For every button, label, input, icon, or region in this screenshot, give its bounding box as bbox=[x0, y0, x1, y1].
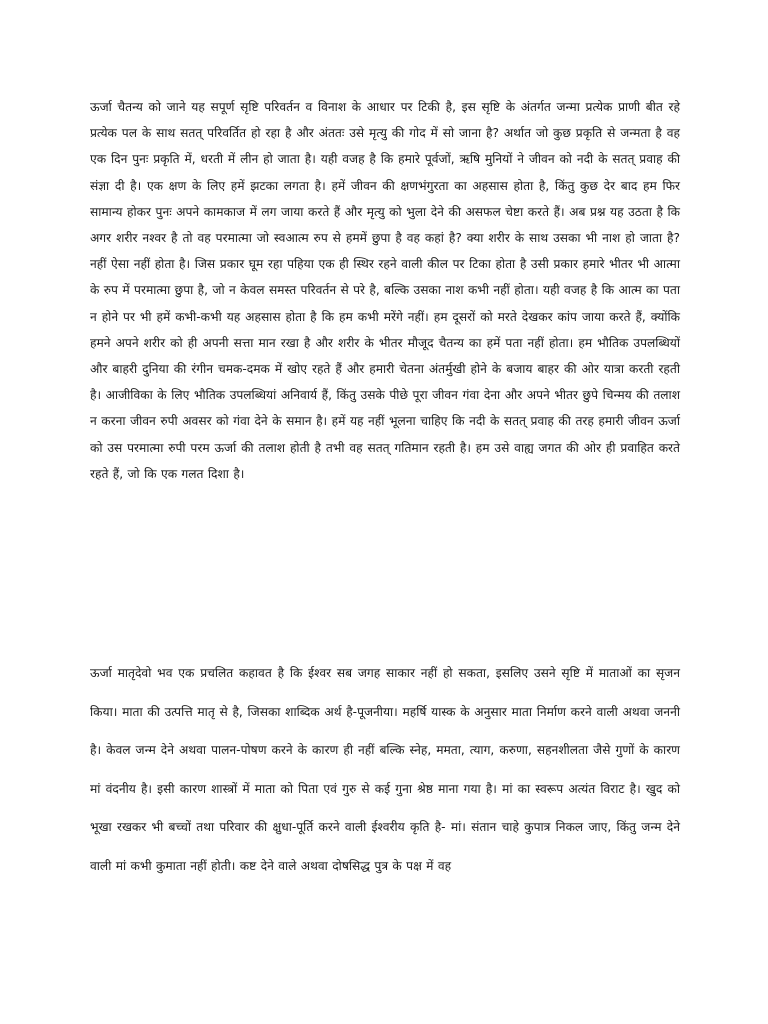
paragraph-chaitanya-energy: ऊर्जा चैतन्य को जाने यह सपूर्ण सृष्टि परिवर्तन व विनाश के आधार पर टिकी है, इस सृष्टि के अंतर्गत जन्मा प्रत्येक प्राणी बीत रहे प्रत्येक पल के साथ सतत् परिवर्तित हो रहा है और अंततः उसे मृत्यु की गोद में सो जाना है? अर्थात जो कुछ प्रकृति से जन्मता है वह एक दिन पुनः प्रकृति में, धरती में लीन हो जाता है। यही वजह है कि हमारे पूर्वजों, ऋषि मुनियों ने जीवन को नदी के सतत् प्रवाह की संज्ञा दी है। एक क्षण के लिए हमें झटका लगता है। हमें जीवन की क्षणभंगुरता का अहसास होता है, किंतु कुछ देर बाद हम फिर सामान्य होकर पुनः अपने कामकाज में लग जाया करते हैं और मृत्यु को भुला देने की असफल चेष्टा करते हैं। अब प्रश्न यह उठता है कि अगर शरीर नश्वर है तो वह परमात्मा जो स्वआत्म रुप से हममें छुपा है वह कहां है? क्या शरीर के साथ उसका भी नाश हो जाता है? नहीं ऐसा नहीं होता है। जिस प्रकार घूम रहा पहिया एक ही स्थिर रहने वाली कील पर टिका होता है उसी प्रकार हमारे भीतर भी आत्मा के रुप में परमात्मा छुपा है, जो न केवल समस्त परिवर्तन से परे है, बल्कि उसका नाश कभी नहीं होता। यही वजह है कि आत्म का पता न होने पर भी हमें कभी-कभी यह अहसास होता है कि हम कभी मरेंगे नहीं। हम दूसरों को मरते देखकर कांप जाया करते हैं, क्योंकि हमने अपने शरीर को ही अपनी सत्ता मान रखा है और शरीर के भीतर मौजूद चैतन्य का हमें पता नहीं होता। हम भौतिक उपलब्धियों और बाहरी दुनिया की रंगीन चमक-दमक में खोए रहते हैं और हमारी चेतना अंतर्मुखी होने के बजाय बाहर की ओर यात्रा करती रहती है। आजीविका के लिए भौतिक उपलब्धियां अनिवार्य हैं, किंतु उसके पीछे पूरा जीवन गंवा देना और अपने भीतर छुपे चिन्मय की तलाश न करना जीवन रुपी अवसर को गंवा देने के समान है। हमें यह नहीं भूलना चाहिए कि नदी के सतत् प्रवाह की तरह हमारी जीवन ऊर्जा को उस परमात्मा रुपी परम ऊर्जा की तलाश होती है तभी वह सतत् गतिमान रहती है। हम उसे वाह्य जगत की ओर ही प्रवाहित करते रहते हैं, जो कि एक गलत दिशा है। bbox=[90, 100, 680, 481]
paragraph-matrudevo-bhava: ऊर्जा मातृदेवो भव एक प्रचलित कहावत है कि ईश्वर सब जगह साकार नहीं हो सकता, इसलिए उसने सृष्टि में माताओं का सृजन किया। माता की उत्पत्ति मातृ से है, जिसका शाब्दिक अर्थ है-पूजनीया। महर्षि यास्क के अनुसार माता निर्माण करने वाली अथवा जननी है। केवल जन्म देने अथवा पालन-पोषण करने के कारण ही नहीं बल्कि स्नेह, ममता, त्याग, करुणा, सहनशीलता जैसे गुणों के कारण मां वंदनीय है। इसी कारण शास्त्रों में माता को पिता एवं गुरु से कई गुना श्रेष्ठ माना गया है। मां का स्वरूप अत्यंत विराट है। खुद को भूखा रखकर भी बच्चों तथा परिवार की क्षुधा-पूर्ति करने वाली ईश्वरीय कृति है- मां। संतान चाहे कुपात्र निकल जाए, किंतु जन्म देने वाली मां कभी कुमाता नहीं होती। कष्ट देने वाले अथवा दोषसिद्ध पुत्र के पक्ष में वह bbox=[90, 666, 680, 873]
